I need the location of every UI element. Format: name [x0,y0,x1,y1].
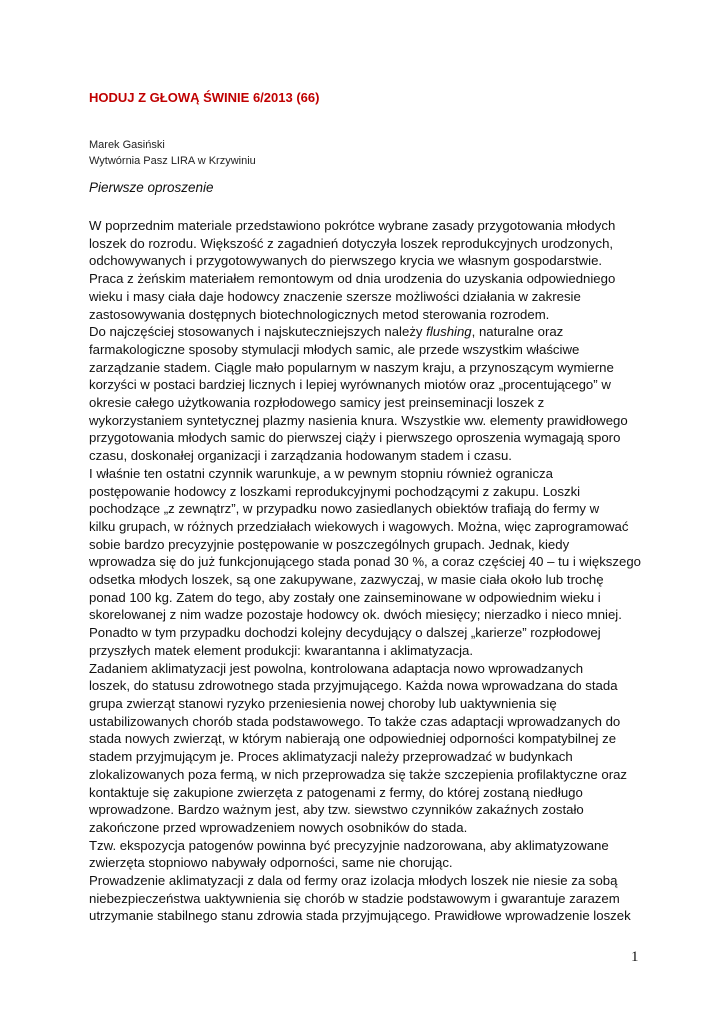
body-line: kontaktuje się zakupione zwierzęta z patogenami z fermy, do której zostaną niedługo [89,784,583,800]
body-line: odsetka młodych loszek, są one zakupywane, zazwyczaj, w masie ciała około lub trochę [89,572,604,588]
body-line: wprowadza się do już funkcjonującego stada ponad 30 %, a coraz częściej 40 – tu i większego [89,554,642,570]
body-line: zarządzanie stadem. Ciągle mało popularnym w naszym kraju, a przynoszącym wymierne [89,359,614,375]
body-line: Praca z żeńskim materiałem remontowym od dnia urodzenia do uzyskania odpowiedniego [89,271,616,287]
body-line: loszek do rozrodu. Większość z zagadnień dotyczyła loszek reprodukcyjnych urodzonych, [89,235,614,251]
body-line: Zadaniem aklimatyzacji jest powolna, kontrolowana adaptacja nowo wprowadzanych [89,660,584,676]
body-line: zlokalizowanych poza fermą, w nich przeprowadza się także szczepienia profilaktyczne oraz [89,766,628,782]
body-line: wykorzystaniem syntetycznej plazmy nasienia knura. Wszystkie ww. elementy prawidłowego [89,412,628,428]
body-line: kilku grupach, w różnych przedziałach wiekowych i wagowych. Można, więc zaprogramować [89,518,629,534]
body-line: odchowywanych i przygotowywanych do pierwszego krycia we własnym gospodarstwie. [89,253,603,269]
body-line: przygotowania młodych samic do pierwszej ciąży i pierwszego oproszenia wymagają sporo [89,430,621,446]
body-line: przyszłych matek element produkcji: kwarantanna i aklimatyzacja. [89,642,474,658]
body-line: loszek, do statusu zdrowotnego stada przyjmującego. Każda nowa wprowadzana do stada [89,678,618,694]
body-line: pochodzące „z zewnątrz”, w przypadku nowo zasiedlanych obiektów trafiają do fermy w [89,501,600,517]
body-line: Tzw. ekspozycja patogenów powinna być precyzyjnie nadzorowana, aby aklimatyzowane [89,837,609,853]
body-line: ponad 100 kg. Zatem do tego, aby zostały one zainseminowane w odpowiednim wieku i [89,589,601,605]
body-line: ustabilizowanych chorób stada podstawowego. To także czas adaptacji wprowadzanych do [89,713,621,729]
article-body [89,217,649,925]
body-line: Prowadzenie aklimatyzacji z dala od fermy oraz izolacja młodych loszek nie niesie za sobą [89,873,618,889]
body-line: grupa zwierząt stanowi ryzyko przeniesienia nowej choroby lub uaktywnienia się [89,695,557,711]
author-name: Marek Gasiński [89,139,165,151]
document-title: HODUJ Z GŁOWĄ ŚWINIE 6/2013 (66) [89,90,320,105]
body-line: zastosowywania dostępnych biotechnologicznych metod sterowania rozrodem. [89,306,550,322]
body-line: stada nowych zwierząt, w którym nabierają one odpowiedniej odporności kompatybilnej ze [89,731,617,747]
body-line: postępowanie hodowcy z loszkami reprodukcyjnymi pochodzącymi z zakupu. Loszki [89,483,581,499]
body-line: I właśnie ten ostatni czynnik warunkuje, a w pewnym stopniu również ogranicza [89,465,553,481]
body-line: czasu, doskonałej organizacji i zarządzania hodowanym stadem i czasu. [89,448,512,464]
author-block [89,137,256,169]
body-line: wieku i masy ciała daje hodowcy znaczenie szersze możliwości działania w zakresie [89,288,581,304]
body-line: farmakologiczne sposoby stymulacji młodych samic, ale przede wszystkim właściwe [89,341,580,357]
body-line: wprowadzone. Bardzo ważnym jest, aby tzw. siewstwo czynników zakaźnych zostało [89,802,584,818]
body-line: niebezpieczeństwa uaktywnienia się chorób w stadzie podstawowym i gwarantuje zarazem [89,890,620,906]
body-line: utrzymanie stabilnego stanu zdrowia stada przyjmującego. Prawidłowe wprowadzenie loszek [89,908,631,924]
body-line: W poprzednim materiale przedstawiono pokrótce wybrane zasady przygotowania młodych [89,218,616,233]
body-line: Do najczęściej stosowanych i najskuteczniejszych należy flushing, naturalne oraz [89,324,564,340]
body-line: skorelowanej z nim wadze pozostaje hodowcy ok. dwóch miesięcy; nierzadko i nieco mniej. [89,607,622,623]
body-line: stadem przyjmującym je. Proces aklimatyzacji należy przeprowadzać w budynkach [89,749,573,765]
body-line: zakończone przed wprowadzeniem nowych osobników do stada. [89,819,468,835]
page-number: 1 [631,949,639,965]
body-line: korzyści w postaci bardziej licznych i lepiej wyrównanych miotów oraz „procentującego” w [89,377,611,393]
body-line: Ponadto w tym przypadku dochodzi kolejny decydujący o dalszej „karierze” rozpłodowej [89,625,601,641]
body-line: okresie całego użytkowania rozpłodowego samicy jest preinseminacji loszek z [89,395,545,411]
body-line: sobie bardzo precyzyjnie postępowanie w poszczególnych grupach. Jednak, kiedy [89,536,570,552]
section-heading: Pierwsze oproszenie [89,180,214,195]
author-affiliation: Wytwórnia Pasz LIRA w Krzywiniu [89,155,256,167]
body-line: zwierzęta stopniowo nabywały odporności, same nie chorując. [89,855,453,871]
